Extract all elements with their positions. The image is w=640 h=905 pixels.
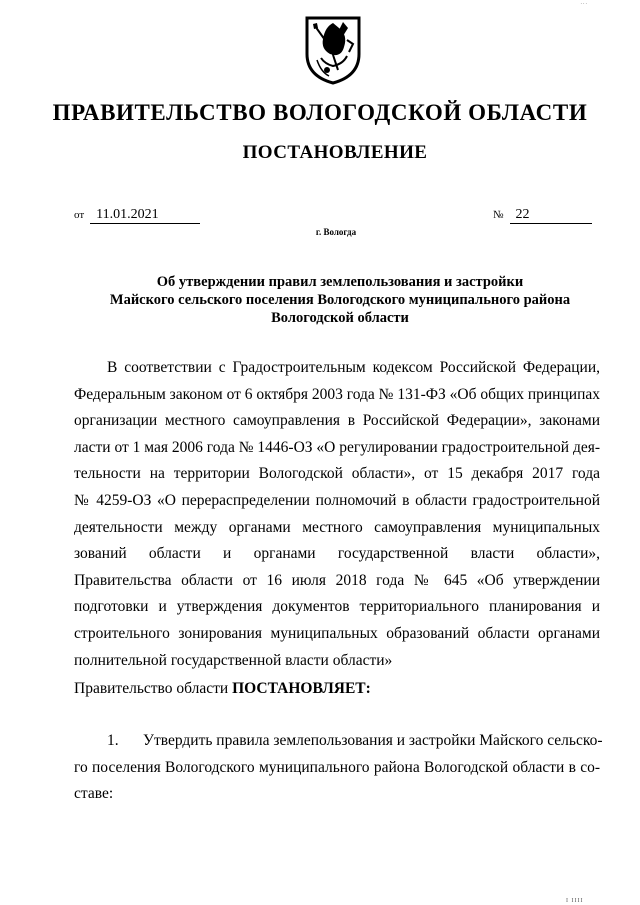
- subject-line: Майского сельского поселения Вологодского муниципального района: [109, 292, 571, 308]
- item-1-paragraph: [74, 728, 603, 808]
- text-line: тельности на территории Вологодской области», от 15 декабря 2017 года: [74, 465, 600, 483]
- text-line: строительного зонирования муниципальных образований области органами: [74, 624, 600, 642]
- document-subject: [40, 273, 640, 327]
- date-field: [74, 207, 200, 224]
- subject-line: Об утверждении правил землепользования и застройки: [156, 274, 524, 290]
- item-text: Утвердить правила землепользования и застройки Майского сельско-: [143, 732, 603, 749]
- government-title: ПРАВИТЕЛЬСТВО ВОЛОГОДСКОЙ ОБЛАСТИ: [52, 100, 588, 125]
- text-line: [74, 728, 603, 755]
- text-line: ласти от 1 мая 2006 года № 1446-ОЗ «О регулировании градостроительной дея-: [74, 438, 600, 456]
- resolve-prefix: Правительство области: [74, 680, 229, 697]
- text-line: деятельности между органами местного самоуправления муниципальных: [74, 518, 600, 536]
- footer-mark: I IIII: [566, 898, 584, 904]
- document-number: 22: [510, 207, 592, 224]
- document-date: 11.01.2021: [90, 207, 200, 224]
- number-field: [493, 207, 592, 224]
- item-number: 1.: [107, 732, 119, 749]
- text-line: № 4259-ОЗ «О перераспределении полномочий в области градостроительной: [74, 491, 600, 509]
- text-line: Федеральным законом от 6 октября 2003 года № 131-ФЗ «Об общих принципах: [74, 385, 600, 403]
- text-line: го поселения Вологодского муниципального района Вологодской области в со-: [74, 758, 600, 776]
- text-line: подготовки и утверждения документов территориального планирования и: [74, 598, 600, 616]
- text-line: Правительства области от 16 июля 2018 года № 645 «Об утверждении: [74, 571, 600, 589]
- resolve-keyword: ПОСТАНОВЛЯЕТ:: [232, 680, 371, 697]
- document-type: ПОСТАНОВЛЕНИЕ: [242, 142, 428, 163]
- text-line: В соответствии с Градостроительным кодексом Российской Федерации,: [107, 359, 600, 376]
- text-line: ставе:: [74, 785, 114, 803]
- city-label: г. Вологда: [315, 227, 357, 237]
- text-line: организации местного самоуправления в Российской Федерации», законами: [74, 412, 600, 430]
- subject-line: Вологодской области: [271, 310, 409, 326]
- number-prefix: №: [493, 209, 504, 221]
- vologda-coat-of-arms-icon: [303, 14, 363, 86]
- preamble-paragraph: [74, 355, 600, 674]
- date-prefix: от: [74, 209, 85, 221]
- text-line: зований области и органами государственной власти области»,: [74, 545, 600, 563]
- text-line: полнительной государственной власти области»: [74, 651, 393, 669]
- corner-mark: ...: [580, 0, 588, 6]
- resolve-line: [74, 676, 600, 703]
